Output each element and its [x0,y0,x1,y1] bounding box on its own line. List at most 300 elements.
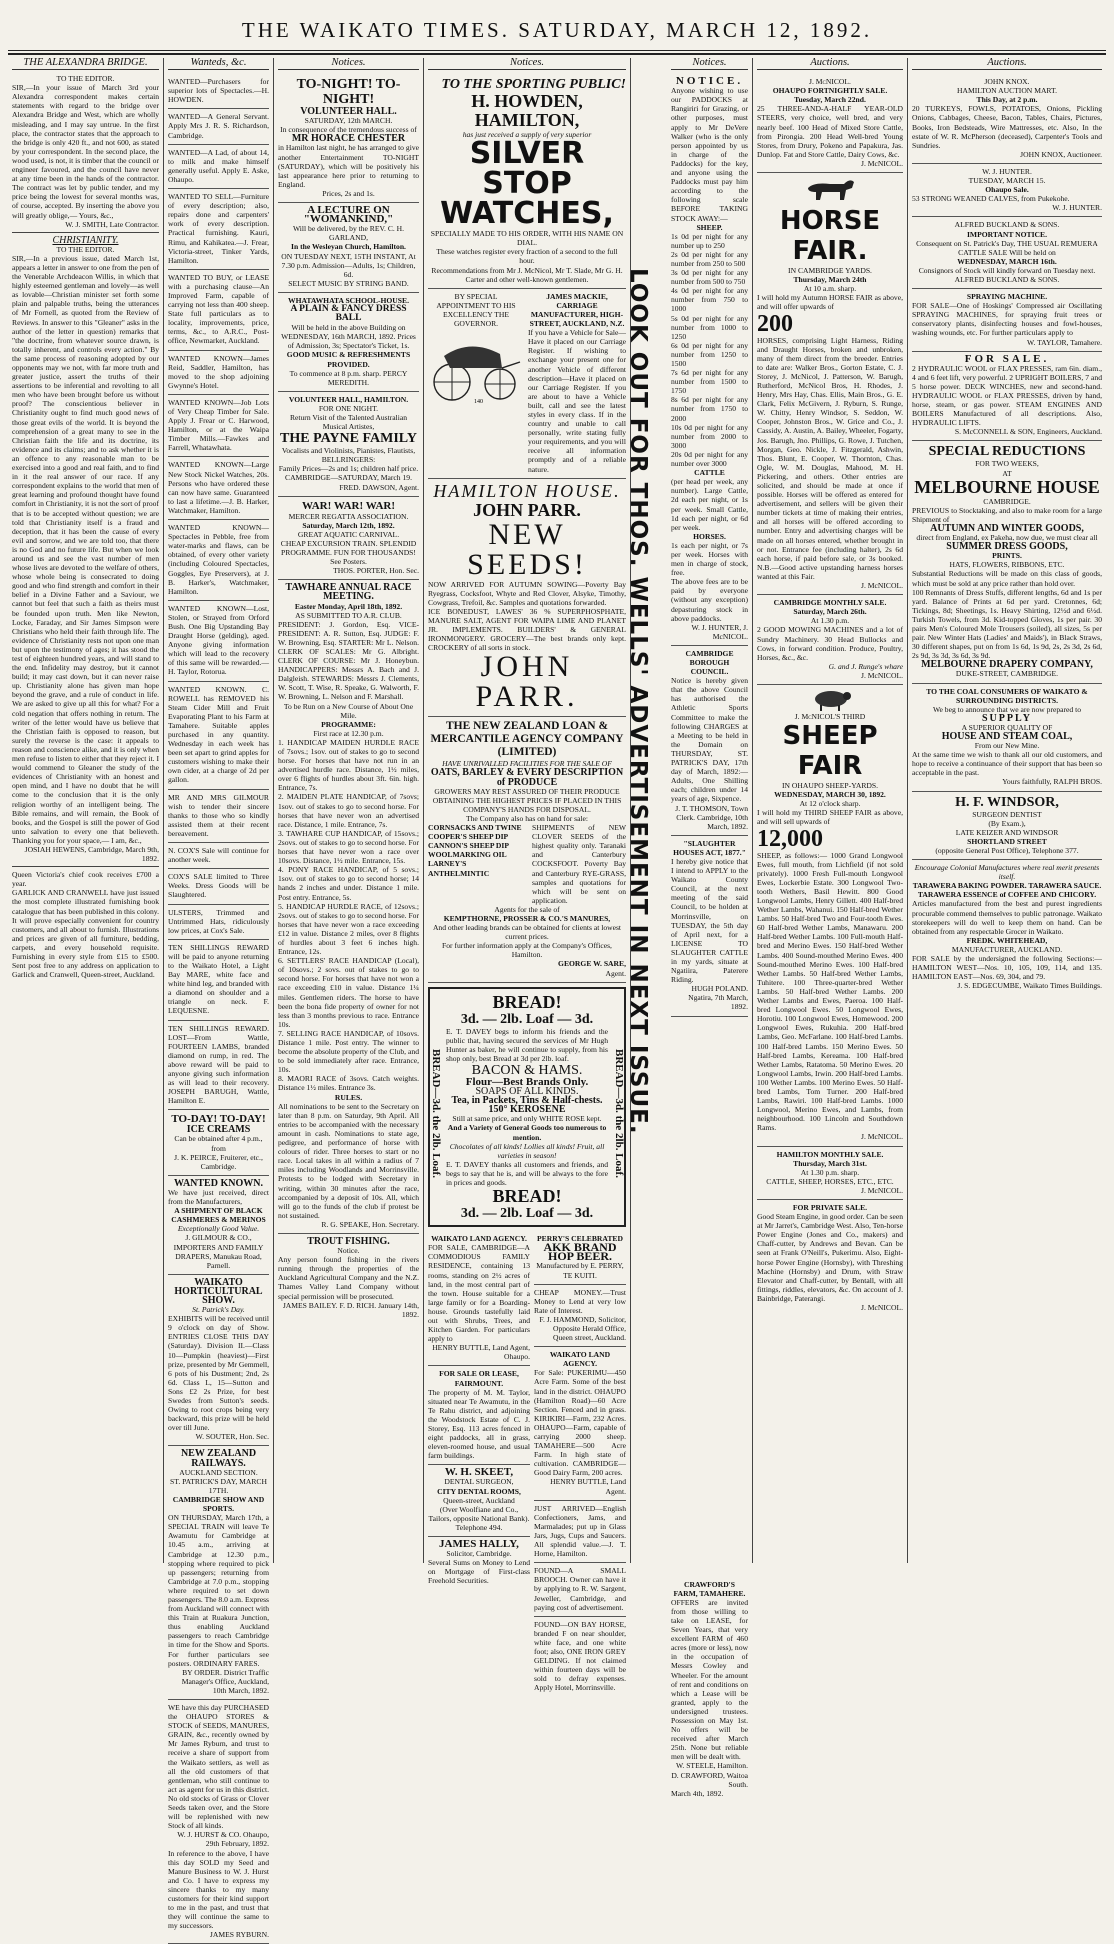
john-parr-heading: JOHN PARR. [473,499,581,520]
knox-name: JOHN KNOX. [984,77,1030,87]
supply-line: SUPPLY [982,712,1032,724]
wanted-ad-list [168,74,269,1110]
perry-akk: AKK BRAND HOP BEER. [543,1240,617,1264]
coal-title: TO THE COAL CONSUMERS OF WAIKATO & SURROUNDING DISTRICTS. [926,686,1088,705]
cambridge-monthly-title: CAMBRIDGE MONTHLY SALE. [773,598,887,608]
sheep-rate-list [671,232,748,468]
railways-date: ST. PATRICK'S DAY, MARCH 17TH. [170,1476,267,1495]
column-auctions-2 [908,58,1106,1563]
appointment-note: BY SPECIAL APPOINTMENT TO HIS EXCELLENCY THE GOVERNOR. [436,291,516,329]
shipment-title: A SHIPMENT OF BLACK CASHMERES & MERINOS [171,1206,266,1225]
trout-body: Any person found fishing in the rivers running through the properties of the Auckland Agricultural Company and the N.Z. Thames Valley Land Company without special permission will be prosecuted. [278,1255,419,1301]
race-entry: 3. TAWHARE CUP HANDICAP, of 15sovs.; 2sovs. out of stakes to go to second horse. For horses that have never won a race over 10sovs. Distance, 1½ mile. Entrance, 15s. [278,828,419,866]
horse-fair-date: Thursday, March 24th [793,275,867,285]
kempthorne-body: And other leading brands can be obtained for clients at lowest current prices. [432,923,622,942]
soaps-line: SOAPS OF ALL KINDS. [475,1086,579,1098]
sheep-rate: 2s 0d per night for any number from 250 to 500 [671,249,748,268]
sheep-fair-intro: I will hold my THIRD SHEEP FAIR as above, and will sell upwards of [757,808,903,827]
skeet-name: W. H. SKEET, [444,1466,514,1479]
fees-signature: W. J. HUNTER, J. McNICOL. [691,622,748,641]
chester-prices: Prices, 2s and 1s. [322,188,375,198]
wanted-ad: MR AND MRS GILMOUR wish to tender their sincere thanks to those who so kindly assisted them at their recent bereavement. [168,790,269,843]
coal-body: We beg to announce that we are now prepared to [932,704,1082,714]
mcnicol-third: J. McNICOL'S THIRD [794,711,866,721]
mercer-title: MERCER REGATTA ASSOCIATION. [288,511,409,521]
stop-watches-note: These watches register every fraction of a second to the full hour. [436,247,618,266]
sare-title: Agent. [605,968,626,978]
hunter-signature: W. J. HUNTER. [1052,203,1102,213]
dress-ball-signature: To commence at 8 p.m. sharp. PERCY MEREDITH. [289,368,408,387]
trout-notice: Notice. [337,1246,360,1256]
kempthorne-prefix: Agents for the sale of [494,904,560,914]
cambridge-monthly-date: Saturday, March 26th. [793,607,867,617]
trout-signature: JAMES BAILEY. F. D. RICH. January 14th, 1892. [282,1300,419,1319]
crawford-signature: W. STEELE, Hamilton. D. CRAWFORD, Waitoa South. [671,1761,748,1789]
land-agency-2-body: For Sale: PUKERIMU—450 Acre Farm. Some of the best land in the district. OHAUPO (Hamilton Road)—60 Acre Section. Fenced and in grass. KIRIKIRI—Farm, 232 Acres. OHAUPO—Farm, capable of carrying 2000 sheep. TAMAHERE—500 Acre Farm. In high state of cultivation. CAMBRIDGE—Good Dairy Farm, 200 acres. [534,1368,626,1478]
flour-line: Flour—Best Brands Only. [465,1076,589,1088]
ice-cream-body: Can be obtained after 4 p.m., from [174,1134,263,1153]
column-notices-2 [424,57,630,1693]
mcnicol-signature-4: J. McNICOL. [861,1132,903,1142]
mackie-title: JAMES MACKIE, CARRIAGE MANUFACTURER, HIGH-STREET, AUCKLAND, N.Z. [529,291,625,329]
volunteer-hall-2-title: VOLUNTEER HALL, HAMILTON. [288,394,409,404]
alexandra-signature: W. J. SMITH, Late Contractor. [65,219,159,229]
melbourne-house-heading: MELBOURNE HOUSE [914,476,1100,497]
autumn-goods: AUTUMN AND WINTER GOODS, [930,522,1084,534]
cheap-money: CHEAP MONEY.—Trust Money to Lend at very low Rate of Interest. [534,1287,626,1315]
tawhare-course: To be Run on a New Course of About One Mile. [283,701,414,720]
masthead-rule [8,50,1106,51]
hally-name: JAMES HALLY, [439,1538,519,1551]
nz-loan-subtitle: HAVE UNRIVALLED FACILITIES FOR THE SALE OF [442,759,612,769]
race-entry: 5. HANDICAP HURDLE RACE, of 12sovs.; 2sovs. out of stakes to go to second horse. For horses that have never won a race exceeding £12 in value. Distance 2 miles, over 8 flights of hurdles about 3 feet 6 inches high. Entrance, 12s. [278,901,419,957]
ohaupo-fortnightly-date: Tuesday, March 22nd. [794,95,866,105]
sheep-fair-body: SHEEP, as follows:— 1000 Grand Longwool Ewes, full mouth, from Lichfield (if not sold privately). 1000 Fresh Full-mouth Longwool Ewes, Lockerbie Estate. 300 Longwool Two-tooth Wethers, Basil Hewitt. 800 Good Longwool Lambs, Henry Gillett. 400 Half-bred Wether Lambs, Wahanui. 150 Half-bred Wether Lambs. 50 Half-bred Two and Four-tooth Ewes. 60 Half-bred Wether Lambs, Manawaru. 200 Half-bred Wether Lambs. 100 Full-mouth Half-bred and Merino Ewes. 150 Half-bred Wether Lambs. 400 Sound-mouthed Merino Ewes. 400 Sound-mouthed Merino Ewes. 100 Half-bred Wether Lambs. 50 Half-bred Wether Lambs, Tuhitere. 100 Three-quarter-bred Wether Lambs. 50 Half-bred Wether Lambs. 200 Wether Lambs and Ewes, Paeroa. 100 Half-bred Longwool Ewes. 50 Longwool Ewes, Horotiu. 100 Longwool Ewes, Homewood. 200 Longwool Ewes, Rukuhia. 200 Half-bred Lambs, Geo. McFarlane. 100 Half-bred Lambs. 100 Half-bred Lambs. 150 Merino Ewes. 50 Half-bred Lambs, Kereama. 100 Half-bred Wether Lambs, Ratatoma. 50 Merino Ewes. 20 Longwool Lambs, Irwin. 200 Half-bred Lambs. 100 Wether Lambs. 100 Merino Ewes. 50 Half-bred Lambs, Tom Turner. 200 Half-bred Lambs, Rawiri. 100 Half-bred Lambs. 1000 Longwool, Merino Ewes, and Lambs, from neighbourhood. 100 Lincoln and Southdown Rams. [757,850,903,1133]
private-sale-title: FOR PRIVATE SALE. [792,1203,868,1212]
nz-loan-item: LARNEY'S ANTHELMINTIC [428,859,490,878]
borough-council-signature: J. T. THOMSON, Town Clerk. Cambridge, 10th March, 1892. [675,803,748,831]
lecture-title: A LECTURE ON "WOMANKIND," [303,204,394,226]
nz-loan-body: GROWERS MAY REST ASSURED OF THEIR PRODUCE OBTAINING THE HIGHEST PRICES IF PLACED IN THIS COMPANY'S HANDS FOR DISPOSAL. [432,786,622,814]
windsor-address: SHORTLAND STREET [967,836,1047,846]
new-seeds-heading: NEW SEEDS! [467,517,587,581]
new-seeds-body: NOW ARRIVED FOR AUTUMN SOWING—Poverty Bay Ryegrass, Cocksfoot, Whyte and Red Clover, Alsyke, Timothy, Cowgrass, Trefoil, &c. Samples and quotations forwarded. [428,579,626,607]
mackie-body: If you have a Vehicle for Sale—Have it placed on our Carriage Register. If wishing to exchange your present one for another Vehicle of different description—Have it placed on our Carriage Register. If you are about to have a Vehicle built, call and see the latest styles in every class. If in the country and unable to call personally, write stating fully your requirements, and you will receive all information promptly and of a reliable nature. [528,328,626,474]
cambridge-monthly-body: 2 GOOD MOWING MACHINES and a lot of Sundry Machinery. 30 Head Bullocks and Cows, in forward condition. Produce, Poultry, Horses, &c., &c. [757,625,903,662]
wanted-ad: TEN SHILLINGS REWARD will be paid to anyone returning to the Waikato Hotel, a Light Bay MARE, white face and white hind leg, and branded with a diamond on shoulder and a triangle on neck. F. LEQUESNE. [168,940,269,1021]
cattle-body: (per head per week, any number). Large Cattle, 2d each per night, or 1s per week. Small Cattle, 1d each per night, or 6d per week. [671,477,748,532]
fairmount-body: The property of M. M. Taylor, situated near Te Awamutu, in the Te Rahu district, and adjoining the Woodstock Estate of C. J. Storey, Esq. 113 acres fenced in eight paddocks, all in grass, eleven-roomed house, and usual farm buildings. [428,1387,530,1461]
direct-line: direct from England, ex Pakeha, now due, we must clear all [916,533,1098,543]
wanted-ad: WANTED TO SELL—Furniture of every description; also, repairs done and carpenters' work of every description. Practical furnishing. Kauri, Rimu, and Kahikatea.—J. Frear, Victoria-street, Tinker Yards, Hamilton. [168,189,269,270]
horse-illustration [800,176,860,206]
whatawhata-title: WHATAWHATA SCHOOL-HOUSE. [288,295,409,305]
kerosene-line: 150° KEROSENE [488,1104,566,1116]
just-arrived: JUST ARRIVED—English Confectioners, Jams, and Marmalades; put up in Glass Jars, Jugs, Cups and Saucers. All splendid value.—J. T. Horne, Hamilton. [534,1503,626,1559]
spraying-body: FOR SALE—One of Hoskings' Compressed air Oscillating SPRAYING MACHINES, for spraying fruit trees or conservatory plants, disinfecting houses and fowl-houses, washing wounds, etc. For further particulars apply to [912,301,1102,338]
notices-heading-3: Notices. [671,58,748,70]
hunter-name: W. J. HUNTER. [982,166,1032,176]
payne-family-body: Family Prices—2s and 1s; children half price. CAMBRIDGE—SATURDAY, March 19. [278,464,419,483]
whitehead-title: MANUFACTURER, AUCKLAND. [951,944,1063,954]
wanted-ad: WANTED KNOWN—Lost, Stolen, or Strayed from Orford Bush. One Big Upstanding Bay Draught Horse (gelding), aged. Anyone giving information which will lead to the recovery of this same will be rewarded.—H. Taylor, Rotorua. [168,601,269,682]
hurst-notice: WE have this day PURCHASED the OHAUPO STORES & STOCK of SEEDS, MANURES, GRAIN, &c., recently owned by Mr James Ryburn, and trust to receive a share of support from the Waikato settlers, as well as all the old customers of that gentleman, who still continue to act as agent for us in this district. No old stocks of Grass or Clover Seeds taken over, and the Store will be replenished with new Stock of all kinds. [168,1703,269,1831]
knox-mart: HAMILTON AUCTION MART. [956,86,1058,96]
christianity-signature: JOSIAH HEWENS, Cambridge, March 9th, 1892. [24,844,159,864]
gilmour-signature: J. GILMOUR & CO., IMPORTERS AND FAMILY DRAPERS, Manukau Road, Parnell. [173,1233,264,1270]
sheep-heading: SHEEP. [696,222,723,232]
masthead: THE WAIKATO TIMES. SATURDAY, MARCH 12, 1892. [241,18,873,42]
nz-loan-item: CORNSACKS AND TWINE [428,823,522,833]
knox-body: 20 TURKEYS, FOWLS, POTATOES, Onions, Pickling Onions, Cabbages, Cheese, Bacon, Tables, Chairs, Pictures, Books, Iron Bedsteads, Wire Mattresses, etc. Also, In the estate of W. R. McPherson (deceased), Carpenter's Tools and Sundries. [912,104,1102,150]
ice-cream-signature: J. K. PEIRCE, Fruiterer, etc., Cambridge. [174,1152,263,1171]
hamilton-monthly-title: HAMILTON MONTHLY SALE. [776,1149,884,1159]
sheep-rate: 1s 0d per night for any number up to 250 [671,231,748,250]
tawhare-programme: PROGRAMME: [321,719,376,729]
column-notices-3 [625,57,752,1798]
wanted-ad: WANTED KNOWN—James Reid, Saddler, Hamilton, has moved to the shop adjoining Gwynne's Hotel. [168,351,269,395]
to-the-editor: TO THE EDITOR. [56,74,115,84]
howden-subtitle: has just received a supply of very superior [462,130,592,140]
dental-telephone: Telephone 494. [455,1522,503,1532]
at-line: AT [1002,468,1012,478]
sheep-fair-where: IN OHAUPO SHEEP-YARDS. [782,781,878,791]
christianity-letter: SIR,—In a previous issue, dated March 1st, appears a letter in answer to one from the pen of the Venerable Archdeacon Willis, in which that highly esteemed gentleman and lovely—as well as lovable—Christian minister set forth some plain and palpable truths, being the utterances of Mr Fornell, as quoted from the Review of Reviews. In answer to this "Gleaner" asks in the author of the letter in question) remarks that "the doctrine, from whatever source drawn, is totally inherent, and controls every action." By the same process of reasoning adopted by our opponents may we not, with far more truth and greater justice, assert the truths of their assertions to be inferential and revolting to all men who have been brought before us without proof? The conscientious believer in Christianity ought to find much good news of those great evils of the world. It is beyond the comprehension of a great many to see in the Christian faith the life and its doctrine, its evidence and its claims; and to ask whether it is an offence to any reasonable man to be exercised into a good and real faith, and to find in it the real answer of our race. If any correspondent explains to the world that men of great learning and profound thought have found comfort in Christianity, it is not the sort of proof that is to be accepted without question; we are told that Christianity itself is a fraud and deception, that it has been the cause of every evil and sorrow, and we are told too, that there is no God and no future life. But when we look around us and see the vast number of men whose lives are devoted to the welfare of others, whose whole being is consecrated to doing good and who find strength and comfort in their belief in a Divine Father and a Saviour, we cannot but feel that such a faith as theirs must be founded upon truth. Men like Newton, Locke, Faraday, and Sir James Simpson were Christians who held their faith through life. The evidence of Christianity rests not upon one man but upon the testimony of ages; it has stood the test of eighteen hundred years, and will stand to the end. Infidelity may destroy, but it cannot build; it may cast down, but it can never raise up. Christianity alone has given man hope beyond the grave, and a rule of conduct in life. We are asked to give up all this for what? For a cold negation that offers nothing in return. The writer of the letter would have us believe that the Christian faith is opposed to reason, but surely the reverse is the case: it appeals to reason and conscience alike, and it is only when men refuse to listen to either that they reject it. I would commend to Gleaner the study of the evidences of Christianity with an honest and open mind, and I have no doubt that he will come to the conclusion that it is the only religion worthy of an intelligent being. The Bible remains, and will remain, the Book of books, and the Gospel is still the power of God unto salvation to every one that believeth. Thanking you for your space,— I am, &c., [12,253,159,845]
nz-loan-left-list [428,823,528,905]
sheep-fair-date: WEDNESDAY, MARCH 30, 1892. [774,790,886,800]
mcnicol-signature-2: J. McNICOL. [861,581,903,591]
spraying-title: SPRAYING MACHINE. [966,292,1048,302]
column-filler [671,1017,748,1577]
horse-fair-heading: HORSE FAIR. [779,206,881,267]
shipment-subtitle: Exceptionally Good Value. [177,1224,260,1234]
hally-title: Solicitor, Cambridge. [446,1549,512,1559]
manures-body: ICE BONEDUST, LAWES' 36 % SUPERPHOSPHATE, MANURE SALT, AGENT FOR WAIPA LIME AND PLANET JR. IMPLEMENTS. BUILDERS' & GENERAL IRONMONGERY. GROCERY—The best brands only kept. CROCKERY of all sorts in stock. [428,606,626,653]
for-sale-body: 2 HYDRAULIC WOOL or FLAX PRESSES, ram 6in. diam., 4 and 6 feet lift, very powerful. 2 UPRIGHT BOILERS, 7 and 5 horse power. DECK WINCHES, new and second-hand. HYDRAULIC WOOL or FLAX PRESSES, driven by hand, horse, steam, or gas power. STEAM ENGINES AND BOILERS Manufactured of all descriptions. Also, HYDRAULIC LIFTS. [912,363,1102,428]
slaughter-title: "SLAUGHTER HOUSES ACT, 1877." [673,838,746,857]
nz-loan-item: WOOLMARKING OIL [428,850,507,860]
column-notices-1 [274,58,423,1563]
bread-side-left: BREAD—3d. the 2lb. Loaf. [430,1048,443,1178]
sare-name: GEORGE W. SARE, [558,959,626,969]
sheep-illustration [805,688,855,712]
slaughter-body: I hereby give notice that I intend to APPLY to the Waikato County Council, at the next meeting of the said Council, to be holden at Morrinsville, on TUESDAY, the 5th day of April next, for a LICENSE TO SLAUGHTER CATTLE in my yards, situate at Ngatiira, Paterere Riding. [671,856,748,985]
sheep-fair-count: 12,000 [757,825,823,852]
fees-note: The above fees are to be paid by everyone (without any exception) depasturing stock in above paddocks. [671,577,748,623]
davey-thanks: E. T. DAVEY thanks all customers and friends, and begs to say that he is, and will be always to the fore in prices and goods. [446,1159,608,1188]
wanted-ad: WANTED—A General Servant. Apply Mrs J. R. S. Richardson, Cambridge. [168,109,269,144]
race-list [278,738,419,1093]
crawford-title: CRAWFORD'S FARM, TAMAHERE. [673,1579,746,1598]
city-dental-rooms: CITY DENTAL ROOMS, [437,1486,521,1496]
column-wanteds [164,57,273,1940]
aquatic-carnival: GREAT AQUATIC CARNIVAL. [297,529,400,539]
rules-body: All nominations to be sent to the Secretary on later than 8 p.m. on Saturday, 9th April. All entries to be accompanied with the necessary amount in cash. Nominations to state age, pedigree, and performance of horse with colours of rider. Three horses to start or no race. Local takes in all within a radius of 7 miles including Woodlands and Morrinsville. Protests to be lodged with Secretary in writing, within 30 minutes after the race, accompanied by a deposit of 10s. All, which will go to the funds of the club if protest be not sustained. [278,1101,419,1220]
horticultural-show-title: WAIKATO HORTICULTURAL SHOW. [174,1276,263,1306]
wanted-ad: WANTED KNOWN—Spectacles in Pebble, free from water-marks and flaws, can be obtained, of every other variety (including Coloured Spectacles, Goggles, Eye Preservers), at J. B. Harker's, Watchmaker, Hamilton. [168,520,269,601]
lecture-where: In the Wesleyan Church, Hamilton. [291,242,406,252]
nz-loan-title: THE NEW ZEALAND LOAN & MERCANTILE AGENCY COMPANY (LIMITED) [430,720,624,759]
nz-loan-item: CANNON'S SHEEP DIP [428,841,510,851]
mcnicol-signature-6: J. McNICOL. [861,1303,903,1313]
horses-heading: HORSES. [693,531,726,541]
remnants-line: 100 Remnants of Dress Stuffs, different lengths, 6d and 1s per yard. Balance of Prints at 6d per yard. Cretonnes, 6d; Tickings, 8d; Sheetings, 1s. Heavy Shirting, 12½d and 6½d. Turkish Towels, from 3d. Kid-topped Gloves, 1s per pair. 30 pairs Men's Coloured Mole Trousers (soiled), all sizes, 5s per pair. New Winter Hats (Ladies' and Maids'), in Black Straws, 30 different shapes, put on from 1s 6d, 1s 9d, 2s, 2s 3d, 2s 6d, 2s 9d, 3s 3d, 3s 6d, 3s 9d. [912,587,1102,661]
kempthorne-info: For further information apply at the Company's Offices, Hamilton. [442,941,612,960]
wanted-ad: WANTED KNOWN—Large New Stock Nickel Watches, 20s. Persons who have ordered these can now have same. Guaranteed to last a lifetime.—J. B. Harker, Watchmaker, Hamilton. [168,457,269,520]
tawhare-date: Easter Monday, April 18th, 1892. [294,601,403,611]
land-agency-2-signature: HENRY BUTTLE, Land Agent. [550,1477,626,1496]
chester-name: MR HORACE CHESTER [291,133,406,145]
tawhare-title: TAWHARE ANNUAL RACE MEETING. [285,582,412,603]
dental-note: (Over Woolfiane and Co., Tailors, opposite National Bank). [428,1504,530,1523]
crawford-date: March 4th, 1892. [671,1788,724,1798]
column-letters [8,58,163,1563]
race-entry: 8. MAORI RACE of 3sovs. Catch weights. Distance 1½ miles. Entrance 3s. [278,1074,419,1093]
for-sale-signature: S. McCONNELL & SON, Engineers, Auckland. [954,427,1102,437]
fairmount-title: FOR SALE OR LEASE, FAIRMOUNT. [439,1369,519,1388]
important-notice-note: Consignors of Stock will kindly forward on Tuesday next. [918,265,1096,275]
mcnicol-signature-5: J. McNICOL. [861,1185,903,1195]
sheep-rate: 8s 6d per night for any number from 1750 to 2000 [671,395,748,423]
horse-fair-yards: IN CAMBRIDGE YARDS. [788,266,872,276]
prints-line: PRINTS. [992,551,1022,561]
horticultural-body: EXHIBITS will be received until 9 o'clock on day of Show. ENTRIES CLOSE THIS DAY (Saturday). Division II.—Class 10—Pumpkin (heaviest)—First prize, presented by Mr Gemmell, 6 pots of his Dustment; 2nd, 2s 6d. Class L, 15—Sutton and Sons £2 2s Prize, for best Swedes from Sutton's seeds. Owing to root crops being very backward, this prize will be held over till June. [168,1314,269,1433]
borough-council-body: Notice is hereby given that the above Council has authorised the Athletic Sports Committee to make the following CHARGES at a Meeting to be held in the Domain on THURSDAY, ST. PATRICK'S DAY, 17th day of March, 1892:— Adults, One Shilling each; children under 14 years of age, Sixpence. [671,676,748,804]
lecture-when: ON TUESDAY NEXT, 15TH INSTANT, At 7.30 p.m. Admission—Adults, 1s; Children, 6d. [281,251,416,279]
ohaupo-fortnightly-title: OHAUPO FORTNIGHTLY SALE. [772,86,888,96]
auctions-heading-1: Auctions. [757,58,903,70]
horticultural-signature: W. SOUTER, Hon. Sec. [195,1432,269,1442]
horticultural-subtitle: St. Patrick's Day. [192,1305,245,1315]
bread-price-2: 3d. — 2lb. Loaf — 3d. [460,1206,594,1222]
wells-vertical-banner: LOOK OUT FOR THOS. WELLS' ADVERTISEMENT IN NEXT ISSUE. [625,268,652,1135]
tarawera-products: TARAWERA BAKING POWDER. TARAWERA SAUCE. TARAWERA ESSENCE of COFFEE AND CHICORY. [912,881,1102,900]
melbourne-body: PREVIOUS to Stocktaking, and also to make room for a large Shipment of [912,505,1102,524]
cattle-heading: CATTLE [694,468,725,478]
payne-family-signature: FRED. DAWSON, Agent. [339,482,419,492]
stop-watches-subtitle: SPECIALLY MADE TO HIS ORDER, WITH HIS NAME ON DIAL. [430,229,624,248]
tonight-heading: TO-NIGHT! TO-NIGHT! [296,77,401,108]
nz-loan-right: SHIPMENTS of NEW CLOVER SEEDS of the highest quality only. Taranaki and Canterbury COCKSFOOT. Poverty Bay and Canterbury RYE-GRASS, samples and quotations for which will be sent on application. [532,823,626,905]
excursion-train: CHEAP EXCURSION TRAIN. SPLENDID PROGRAMME. FUN FOR THOUSANDS! See Posters. [280,538,417,567]
ryburn-signature: JAMES RYBURN. [209,1930,269,1940]
nz-loan-also: The Company also has on hand for sale: [465,813,589,823]
notices-heading-2: Notices. [428,58,626,70]
cambridge-monthly-note: G. and J. Runge's whare [828,661,903,671]
column-auctions-1 [753,58,907,1563]
bread-heading: BREAD! [492,991,562,1012]
volunteer-hall-body: In consequence of the tremendous success of [280,125,417,135]
hamilton-monthly-body: CATTLE, SHEEP, HORSES, ETC., ETC. [766,1176,894,1186]
hunter-date: TUESDAY, MARCH 15. [968,176,1046,186]
sheep-rate: 3s 0d per night for any number from 500 to 750 [671,268,748,287]
duke-street: DUKE-STREET, CAMBRIDGE. [955,669,1059,679]
christianity-heading: CHRISTIANITY. [52,234,119,246]
trout-title: TROUT FISHING. [307,1235,390,1247]
wanted-ad: WANTED—A Lad, of about 14, to milk and make himself generally useful. Apply E. Aske, Ohaupo. [168,145,269,189]
volunteer-hall-title: VOLUNTEER HALL. [300,106,397,118]
land-agency-title: WAIKATO LAND AGENCY. [431,1234,527,1244]
stop-watches-heading: SILVER STOP WATCHES, [440,136,614,232]
bread-price: 3d. — 2lb. Loaf — 3d. [460,1011,594,1027]
paddock-notice-body: Anyone wishing to use our PADDOCKS at Rangiriri for Grazing, or other purposes, must apply to Mr DeVere Walker (who is the only person appointed by us in charge of the Paddocks) for the key, and anyone using the Paddocks must pay him according to the following scale BEFORE TAKING STOCK AWAY:— [671,86,748,223]
dress-ball-title: A PLAIN & FANCY DRESS BALL [290,303,407,324]
horses-body: 1s each per night, or 7s per week. Horses with men in charge of stock, free. [671,540,748,578]
garlick-paragraph: GARLICK AND CRANWELL have just issued the most complete illustrated furnishing book catalogue that has been published in this colony. It will prove especially convenient for country customers, and all about to furnish. Illustrations and prices are given of all furniture, bedding, carpets, and every household requisite. Furnishing in every style from £15 to £500. Sent post free to any address on application to Garlick and Cranwell, Queen-street, Auckland. [12,888,159,980]
windsor-exam: (By Exam.), [988,818,1026,828]
chocolates-line: Chocolates of all kinds! Lollies all kinds! Fruit, all varieties in season! [449,1141,605,1160]
windsor-name: H. F. WINDSOR, [955,794,1059,810]
carriage-illustration [430,332,522,404]
bread-advert [428,987,626,1228]
sheep-rate: 10s 0d per night for any number from 2000 to 3000 [671,422,748,450]
skeet-title: DENTAL SURGEON, [444,1477,514,1487]
perry-title: PERRY'S CELEBRATED [537,1234,623,1244]
slaughter-signature: HUGH POLAND. Ngatira, 7th March, 1892. [688,984,748,1012]
sheep-fair-time: At 12 o'clock sharp. [799,799,861,809]
tawhare-first-race: First race at 12.30 p.m. [313,728,384,738]
wanted-ad: TEN SHILLINGS REWARD. LOST—From Wattle, FOURTEEN LAMBS, branded diamond on rump, in red. The above reward will be paid to anyone giving such information as will lead to their recovery. JOSEPH BARUGH, Wattle, Hamilton E. [168,1021,269,1111]
auctions-heading-2: Auctions. [912,58,1102,70]
race-entry: 1. HANDICAP MAIDEN HURDLE RACE of 7sovs.; 1sov. out of stakes to go to second horse. For horses that have not run in an advertised hurdle race. Distance, 1½ miles, over 6 flights of hurdles about 3ft. 6in. high. Entrance, 7s. [278,737,419,793]
variety-line: And a Variety of General Goods too numerous to mention. [447,1123,607,1142]
buckland-name: ALFRED BUCKLAND & SONS. [954,220,1060,230]
railways-body: ON THURSDAY, March 17th, a SPECIAL TRAIN will leave Te Awamutu for Cambridge at 10.45 a.m., arriving at Cambridge at 12.30 p.m., stopping where required to pick up passengers; returning from Cambridge at 7.0 p.m., stopping where required to set down passengers. The 8.0 a.m. Express from Auckland will connect with this Train at Ruakura Junction, thus enabling Auckland passengers to reach Cambridge in time for the Show and Sports. For further particulars see posters. ORDINARY FARES. [168,1513,269,1668]
summer-goods: SUMMER DRESS GOODS, [946,541,1068,553]
wanted-ad: WANTED KNOWN—Job Lots of Very Cheap Timber for Sale. Apply J. Frear or C. Harwood, Hamilton, or at the Waipa Timber Mills.—Fawkes and Farrell, Whatawhata. [168,395,269,458]
to-the-editor-2: TO THE EDITOR. [56,244,115,254]
spraying-signature: W. TAYLOR, Tamahere. [1027,337,1102,347]
nz-loan-item: COOPER'S SHEEP DIP [428,832,509,842]
john-parr-footer: JOHN PARR. [475,650,579,714]
tawhare-officers: PRESIDENT: J. Gordon, Esq. VICE-PRESIDENT: A. R. Sutton, Esq. JUDGE: F. W. Browning, Esq. STARTER: Mr L. Nelson. CLERK OF SCALES: Mr G. Albright. CLERK OF COURSE: Mr J. Honeybun. HANDICAPPERS: Messrs A. Bach and J. Dalgleish. STEWARDS: Messrs J. Clements, W. Scott, T. Wise, R. Speake, G. Walworth, F. W. Browning, L. Nelson and F. Marshall. [278,619,419,702]
sheep-rate: 6s 0d per night for any number from 1250 to 1500 [671,340,748,368]
ice-cream-title: ICE CREAMS [186,1124,251,1136]
horse-fair-count: 200 [757,310,793,337]
notice-heading: NOTICE. [675,75,744,88]
tea-line: Tea, in Packets, Tins & Half-chests. [451,1095,603,1107]
coal-thanks: At the same time we wish to thank all our old customers, and hope to receive a continuance of their support that has been so acceptable in the past. [912,750,1102,778]
whitehead-name: FREDK. WHITEHEAD, [966,935,1048,945]
race-entry: 6. SETTLERS' RACE HANDICAP (Local), of 10sovs.; 2 sovs. out of stakes to go to second horse. For horses that have not won a race exceeding £10 in value. Distance 1¼ miles. Gentlemen riders. The horse to have been the bona fide property of owner for not less than 3 months previous to race. Entrance 10s. [278,956,419,1029]
hamilton-house-heading: HAMILTON HOUSE. [433,480,621,501]
chester-body: in Hamilton last night, he has arranged to give another Entertainment TO-NIGHT (SATURDAY), which will be positively his last appearance here prior to returning to England. [278,143,419,189]
bread-side-right: BREAD—3d. the 2lb. Loaf. [613,1048,625,1178]
wanted-known-body: We have just received, direct from the Manufacturers, [168,1187,269,1207]
howden-name: H. HOWDEN, HAMILTON, [471,91,583,131]
mcnicol-signature-1: J. McNICOL. [861,158,903,168]
important-notice-title: IMPORTANT NOTICE. [966,229,1048,239]
race-entry: 2. MAIDEN PLATE HANDICAP, of 7sovs; 1sov. out of stakes to go to second horse. For horses that have never won an advertised race. Distance, 1 mile. Entrance, 7s. [278,792,419,829]
new-mine: From our New Mine. [974,741,1040,751]
edgecumbe-signature: J. S. EDGECUMBE, Waikato Times Buildings. [957,981,1102,991]
railways-heading: CAMBRIDGE SHOW AND SPORTS. [172,1494,265,1514]
two-weeks: FOR TWO WEEKS, [975,459,1039,469]
wanted-ad: N. COX'S Sale will continue for another week. [168,843,269,869]
found-brooch: FOUND—A SMALL BROOCH. Owner can have it by applying to R. W. Sargent, Jeweller, Cambridge, and paying cost of advertisement. [534,1566,626,1612]
porter-signature: THOS. PORTER, Hon. Sec. [333,566,419,576]
hammond-signature: F. J. HAMMOND, Solicitor, Opposite Herald Office, Queen street, Auckland. [539,1314,626,1343]
tarawera-body: Articles manufactured from the best and purest ingredients procurable commend themselves to public patronage. Waikato storekeepers will do well to keep them on hand. Can be obtained from any respectable Grocer in Waikato. [912,899,1102,936]
war-heading: WAR! WAR! WAR! [301,499,396,512]
sheep-fair-heading: SHEEP FAIR [782,721,878,782]
land-agency-body: FOR SALE, CAMBRIDGE—A COMMODIOUS FAMILY RESIDENCE, containing 13 rooms, standing on 2½ acres of land, in the most central part of the town. House suitable for a large family or for a Boarding-house. Grounds tastefully laid out with Shrubs, Trees, and Kitchen Garden. For particulars apply to [428,1243,530,1344]
railways-section: AUCKLAND SECTION. [179,1467,258,1477]
hats-line: HATS, FLOWERS, RIBBONS, ETC. [949,560,1065,570]
wanted-known-title: WANTED KNOWN. [174,1177,263,1189]
dress-ball-body: Will be held in the above Building on WEDNESDAY, 16th MARCH, 1892. Prices of Admission, 3s; Spectator's Ticket, 1s. [281,323,416,351]
hunter-body: 53 STRONG WEANED CALVES, from Pukekohe. [912,194,1070,204]
dental-location: Queen-street, Auckland [443,1495,515,1505]
windsor-late: LATE KEIZER AND WINDSOR [955,827,1059,837]
race-entry: 4. PONY RACE HANDICAP, of 5 sovs.; 1sov. out of stakes to go to second horse; 14 hands 2 inches and under. Distance 1 mile. Post entry. Entrance, 5s. [278,865,419,902]
notices-heading-1: Notices. [278,58,419,70]
land-agency-2-title: WAIKATO LAND AGENCY. [549,1350,611,1369]
mcnicol-name-1: J. McNICOL. [809,77,851,87]
lecture-music: SELECT MUSIC BY STRING BAND. [288,278,409,288]
hurst-signature: W. J. HURST & CO. Ohaupo, 29th February, 1892. [177,1830,269,1849]
tawhare-submitted: AS SUBMITTED TO A.R. CLUB. [295,610,402,620]
sporting-public-heading: TO THE SPORTING PUBLIC! [441,77,626,93]
superior-line: A SUPERIOR QUALITY OF [961,722,1053,732]
buckland-signature: ALFRED BUCKLAND & SONS. [954,274,1060,284]
masthead-rule-double [8,53,1106,55]
cambridge-monthly-time: At 1.30 p.m. [810,616,850,626]
sheep-rate: 4s 0d per night for any number from 750 to 1000 [671,286,748,314]
bread-heading-2: BREAD! [492,1186,562,1207]
mcnicol-signature-3: J. McNICOL. [861,670,903,680]
wanted-ad: WANTED TO BUY, or LEASE with a purchasing clause—An Improved Farm, capable of carrying not less than 400 sheep. State full particulars as to locality, improvements, price, terms, &c., to A.R.C., Post-office, Newmarket, Auckland. [168,270,269,351]
hunter-where: Ohaupo Sale. [985,185,1029,195]
melbourne-location: CAMBRIDGE. [983,496,1031,506]
land-agency-signature: HENRY BUTTLE, Land Agent, Ohaupo. [432,1343,530,1362]
knox-signature: JOHN KNOX, Auctioneer. [1020,149,1102,159]
kerosene-body: Still at same price, and only WHITE ROSE kept. [452,1114,602,1124]
encourage-line: Encourage Colonial Manufactures where real merit presents itself. [914,863,1100,882]
payne-family-title: THE PAYNE FAMILY [280,431,417,447]
wanted-ad: WANTED—Purchasers for superior lots of Spectacles.—H. HOWDEN. [168,74,269,109]
rules-heading: RULES. [334,1092,363,1102]
hamilton-monthly-time: At 1.30 p.m. sharp. [800,1167,860,1177]
private-sale-body: Good Steam Engine, in good order. Can be seen at Mr Jarret's, Cambridge West. Also, Ten-horse Power Engine (Jones and Co., makers) and Chaff-cutter, by Andrews and Bevan. Can be seen at Frank O'Neill's, Pukerimu. Also, Eight-horse Power Engine (Hornsby), with Threshing Machine (Hornsby) and Drum, with Straw Elevator and Chaff-cutter, by Bentall, with all fittings, riddles, elevators, &c. On account of J. Bainbridge, Paterangi. [757,1212,903,1303]
alexandra-letter: SIR,—In your issue of March 3rd your Alexandra correspondent makes certain statements with regard to the bridge over Alexandra Bridge and West, which are wholly misleading, and I may say untrue. In the first place, the contractor states that the approach to the bridge is only 420 ft., and not 600, as stated by your correspondent. In the second place, the wood used, is not, it is timber that the council or engineer favoured, and the council have never at any time been in the hands of the contractor. The contract was let by public tender, and my price being the lowest for several months was, of course, accepted. By inserting the above you will greatly oblige,— Yours, &c., [12,83,159,220]
wanted-ad: COX'S SALE limited to Three Weeks. Dress Goods will be Slaughtered. [168,869,269,904]
stop-watches-recommend: Recommendations from Mr J. McNicol, Mr T. Slade, Mr G. H. Carter and other well-known gentlemen. [431,265,623,284]
found-horse: FOUND—ON BAY HORSE, branded F on near shoulder, white face, and one white foot; also, ONE IRON GREY GELDING. If not claimed within fourteen days will be sold to defray expenses. Apply Hotel, Morrinsville. [534,1619,626,1693]
perry-maker: Manufactured by E. PERRY, TE KUITI. [536,1261,624,1280]
queen-cook-paragraph: Queen Victoria's chief cook receives £700 a year. [12,870,159,889]
special-reductions-heading: SPECIAL REDUCTIONS [928,444,1086,460]
dress-ball-refreshments: GOOD MUSIC & REFRESHMENTS PROVIDED. [286,350,411,369]
horse-fair-body: HORSES, comprising Light Harness, Riding and Draught Horses, broken and unbroken, many of them direct from the breeder. Entries to date are: Walker Bros., Gorton Estate, C. J. Storey, J. McNicol, J. Patterson, W. Barugh, Rutherford, McNicol Bros, H. Rhodes, J. Henry, Mrs Hay, Chas. Ellis, Main Bros., G. E. Clark, Felix McGivern, J. Ryburn, S. Runge, W. Chitty, Henry Windsor, S. Seddon, W. Cooper, Johnston Bros., W. Grice and Co., J. Cassidy, A. Austin, A. Bailey, Wheeler, Fogarty, Jos. Barugh, Jno. Phillips, G. Rowe, J. Tutchen, Morgan, Geo. Nickle, J. Fitzgerald, Ashwin, Thos. Blunt, E. Cooper, W. Thornton, Chas. Ogle, W. M. Douglas, Mahood, M. H. Pickering, and others. Other entries are solicited, and should be made at once if possible. Horses will be offered as entered for advertisement, and sellers will be given their number tickets at time of making their entries, and all horses will be offered according to number. Entry and advertising charges will be made on all horses entered, whether brought in or not. Entrance fee (including halter), 2s 6d each horse, if paid before sale, or 3s booked. N.B.—Good active upstanding harness horses wanted at this Fair. [757,335,903,581]
wanted-ad: WANTED KNOWN. C. ROWELL has REMOVED his Steam Cider Mill and Fruit Evaporating Plant to his Farm at Tamahere. Suitable apples purchased in any quantity. Wednesday in each week has been set apart to grind apples for customers wishing to make their own cider, at a charge of 2d per gallon. [168,682,269,790]
windsor-title: SURGEON DENTIST [972,809,1042,819]
rules-signature: R. G. SPEAKE, Hon. Secretary. [321,1219,419,1229]
horse-fair-intro: I will hold my Autumn HORSE FAIR as above, and will offer upwards of [757,293,903,312]
ohaupo-fortnightly-lots: 25 THREE-AND-A-HALF YEAR-OLD STEERS, very choice, well bred, and very nearly beef. 100 Head of Mixed Store Cattle, from Pirongia. 200 Head Well-bred Young Stores, from Drury, Pokeno and Papakura, Jas. Dunlop. Fat and Store Cattle, Dairy Cows, &c. [757,104,903,159]
coal-heading: HOUSE AND STEAM COAL, [941,731,1073,742]
one-night: FOR ONE NIGHT. [318,403,379,413]
mercer-date: Saturday, March 12th, 1892. [302,520,395,530]
volunteer-hall-date: SATURDAY, 12th MARCH. [304,116,393,126]
hamilton-monthly-date: Thursday, March 31st. [793,1158,867,1168]
crawford-body: OFFERS are invited from those willing to take on LEASE, for Seven Years, that very excellent FARM of 460 acres (more or less), now in the occupation of Messrs Cowley and Wheeler. For the amount of rent and conditions on which a Lease will be granted, apply to the undersigned trustees. Possession on May 1st. No offers will be received after March 25th. None but reliable men will be dealt with. [671,1597,748,1762]
lecture-by: Will be delivered, by the REV. C. H. GARLAND, [292,224,405,243]
railways-title: NEW ZEALAND RAILWAYS. [180,1448,257,1469]
race-entry: 7. SELLING RACE HANDICAP, of 10sovs. Distance 1 mile. Post entry. The winner to become the absolute property of the Club, and to be sold immediately after race. Entrance, 10s. [278,1028,419,1075]
wanted-ad: ULSTERS, Trimmed and Untrimmed Hats, ridiculously low prices, at Cox's Sale. [168,905,269,940]
kempthorne-title: KEMPTHORNE, PROSSER & CO.'S MANURES, [443,913,611,923]
